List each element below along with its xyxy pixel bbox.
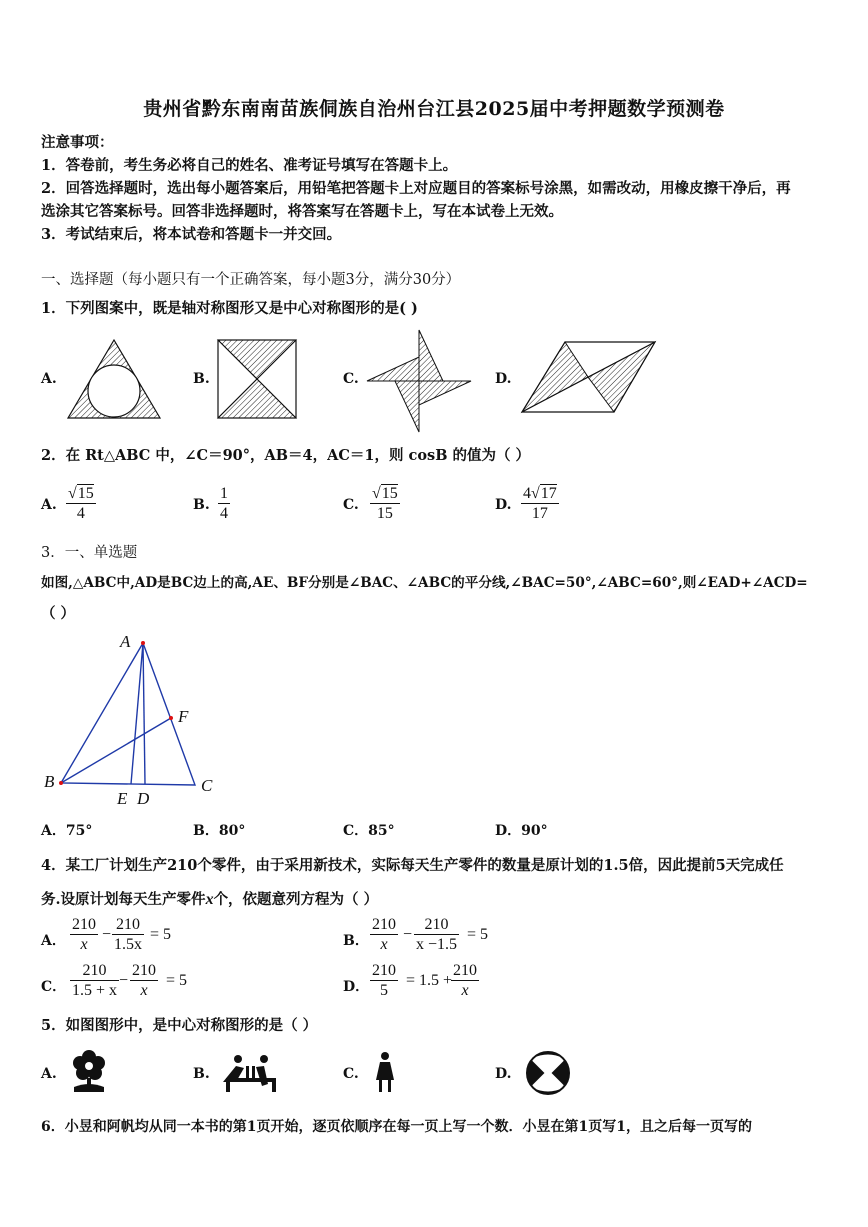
denominator: 4 bbox=[220, 505, 228, 522]
option-label: D．90° bbox=[495, 823, 548, 839]
question-3-paren: （ ） bbox=[41, 605, 76, 622]
denominator: x bbox=[461, 982, 469, 999]
point-label-a: A bbox=[120, 632, 131, 651]
question-5-stem: 5．如图图形中，是中心对称图形的是（ ） bbox=[41, 1017, 318, 1034]
point-label-e: E bbox=[117, 789, 128, 808]
point-label-d: D bbox=[137, 789, 150, 808]
option-label: B． bbox=[343, 933, 369, 949]
denominator: x −1.5 bbox=[416, 936, 458, 953]
option-label: C. bbox=[343, 371, 359, 387]
operator: − bbox=[403, 926, 413, 943]
flower-icon bbox=[73, 1050, 105, 1092]
notice-item: 选涂其它答案标号。回答非选择题时，将答案写在答题卡上，写在本试卷上无效。 bbox=[41, 203, 563, 220]
question-3-body: 如图,△ABC中,AD是BC边上的高,AE、BF分别是∠BAC、∠ABC的平分线,∠BAC=50°,∠ABC=60°,则∠EAD+∠ACD= bbox=[41, 575, 808, 591]
question-6-stem: 6．小昱和阿帆均从同一本书的第1页开始，逐页依顺序在每一页上写一个数．小昱在第1页写1，且之后每一页写的 bbox=[41, 1119, 752, 1135]
operator: − bbox=[119, 972, 129, 989]
denominator: 1.5 + x bbox=[72, 982, 118, 999]
question-2-stem: 2．在 Rt△ABC 中，∠C＝90°，AB＝4，AC＝1，则 cosB 的值为（ ） bbox=[41, 447, 531, 464]
option-label: B．80° bbox=[193, 823, 246, 839]
option-label: D. bbox=[495, 371, 512, 387]
woman-figure-icon bbox=[376, 1052, 394, 1092]
numerator: 210 bbox=[414, 915, 459, 935]
fraction-option-c: $\frac{√15}{15}$ bbox=[372, 485, 398, 522]
option-label: A. bbox=[41, 1066, 57, 1082]
notice-item: 2．回答选择题时，选出每小题答案后，用铅笔把答题卡上对应题目的答案标号涂黑，如需改动，用橡皮擦干净后，再 bbox=[41, 180, 791, 197]
page-title: 贵州省黔东南南苗族侗族自治州台江县2025届中考押题数学预测卷 bbox=[143, 98, 725, 120]
stem-text: 个，依题意列方程为（ ） bbox=[213, 891, 379, 908]
option-label: D. bbox=[495, 497, 512, 513]
variable: x bbox=[205, 891, 214, 908]
point-label-f: F bbox=[178, 707, 189, 726]
question-1-stem: 1．下列图案中，既是轴对称图形又是中心对称图形的是( ) bbox=[41, 300, 418, 317]
option-label: D. bbox=[495, 1066, 512, 1082]
denominator: 17 bbox=[531, 505, 548, 522]
denominator: 15 bbox=[376, 505, 393, 522]
equation-rhs: = 5 bbox=[150, 926, 172, 943]
option-label: C． bbox=[41, 979, 67, 995]
option-label: C. bbox=[343, 1066, 359, 1082]
denominator: 1.5x bbox=[114, 936, 142, 953]
circle-cross-icon bbox=[527, 1052, 569, 1094]
denominator: 4 bbox=[76, 505, 85, 522]
denominator: x bbox=[380, 936, 388, 953]
question-3-stem: 3．一、单选题 bbox=[41, 545, 138, 561]
denominator: x bbox=[80, 936, 88, 953]
operator: − bbox=[102, 926, 112, 943]
notice-heading: 注意事项： bbox=[41, 134, 114, 151]
numerator: 210 bbox=[372, 962, 396, 979]
option-label: D． bbox=[343, 979, 370, 995]
radicand: 15 bbox=[77, 485, 94, 502]
numerator: 210 bbox=[70, 961, 119, 981]
numerator: 210 bbox=[132, 962, 156, 979]
equation-rhs: = 5 bbox=[166, 972, 188, 989]
numerator: 210 bbox=[453, 962, 477, 979]
notice-item: 3．考试结束后，将本试卷和答题卡一并交回。 bbox=[41, 226, 342, 243]
question-4-stem: 4．某工厂计划生产210个零件，由于采用新技术，实际每天生产零件的数量是原计划的1.5倍，因此提前5天完成任 bbox=[41, 857, 784, 874]
option-label: B. bbox=[193, 1066, 210, 1082]
numerator: 210 bbox=[112, 915, 144, 935]
option-label: C. bbox=[343, 497, 359, 513]
option-label: A．75° bbox=[41, 823, 93, 839]
equation-rhs: = 5 bbox=[467, 926, 489, 943]
numerator: 210 bbox=[72, 916, 96, 933]
numerator: 210 bbox=[372, 916, 396, 933]
stem-text: 务.设原计划每天生产零件 bbox=[41, 891, 206, 908]
coefficient: 4 bbox=[523, 485, 531, 502]
option-label: C．85° bbox=[343, 823, 395, 839]
option-label: B. bbox=[193, 371, 210, 387]
radicand: 17 bbox=[540, 485, 557, 502]
numerator: 1 bbox=[220, 485, 228, 502]
denominator: 5 bbox=[380, 982, 388, 999]
fraction-option-d: $\frac{4√17}{17}$ bbox=[523, 485, 557, 522]
option-label: A. bbox=[41, 497, 57, 513]
equation-mid: = 1.5 + bbox=[406, 972, 453, 989]
fraction-option-a: $\frac{√15}{4}$ bbox=[68, 485, 94, 522]
option-label: B. bbox=[193, 497, 210, 513]
radicand: 15 bbox=[381, 485, 398, 502]
people-bench-icon bbox=[223, 1055, 276, 1092]
option-label: A． bbox=[41, 933, 66, 949]
point-label-c: C bbox=[201, 776, 213, 795]
section-heading: 一、选择题（每小题只有一个正确答案，每小题3分，满分30分） bbox=[41, 272, 461, 288]
point-label-b: B bbox=[44, 772, 55, 791]
denominator: x bbox=[140, 982, 148, 999]
notice-item: 1．答卷前，考生务必将自己的姓名、准考证号填写在答题卡上。 bbox=[41, 157, 458, 174]
option-label: A. bbox=[41, 371, 57, 387]
